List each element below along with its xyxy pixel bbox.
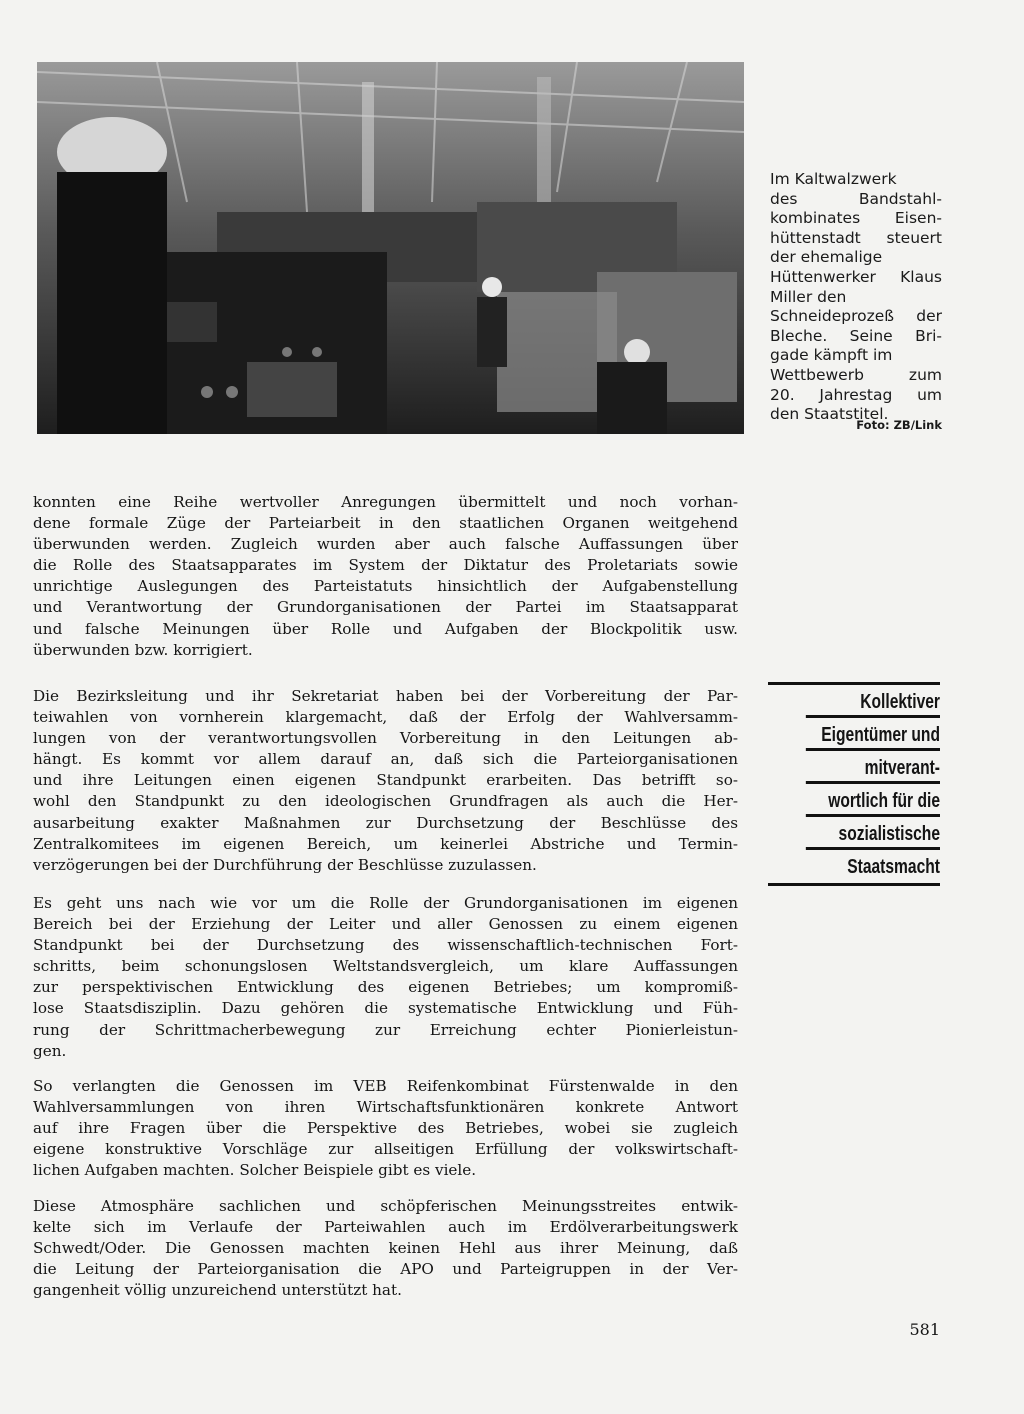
- caption-line: Bleche. Seine Bri-: [770, 326, 942, 345]
- caption-line: 20. Jahrestag um: [770, 385, 942, 404]
- text-line: eigene konstruktive Vorschläge zur allseitigen Erfüllung der volkswirtschaft-: [33, 1140, 738, 1159]
- caption-line: Schneideprozeß der: [770, 307, 942, 326]
- paragraph-3: [33, 893, 738, 1062]
- sidebar-heading-line: Kollektiver: [806, 685, 940, 718]
- text-line: und falsche Meinungen über Rolle und Aufgaben der Blockpolitik usw.: [33, 619, 738, 638]
- text-line: schritts, beim schonungslosen Weltstandsvergleich, um klare Auffassungen: [33, 957, 738, 976]
- text-line: lungen von der verantwortungsvollen Vorbereitung in den Leitungen ab-: [33, 729, 738, 748]
- text-line: Diese Atmosphäre sachlichen und schöpferischen Meinungsstreites entwik-: [33, 1197, 738, 1215]
- text-line: Standpunkt bei der Durchsetzung des wissenschaftlich-technischen Fort-: [33, 936, 738, 955]
- paragraph-2: [33, 686, 738, 876]
- text-line: Zentralkomitees im eigenen Bereich, um keinerlei Abstriche und Termin-: [33, 834, 738, 853]
- page-number: 581: [909, 1320, 940, 1339]
- sidebar-heading-line: Staatsmacht: [847, 856, 940, 878]
- text-line: wohl den Standpunkt zu den ideologischen Grundfragen als auch die Her-: [33, 792, 738, 811]
- photo-credit: Foto: ZB/Link: [856, 418, 942, 432]
- text-line: unrichtige Auslegungen des Parteistatuts hinsichtlich der Aufgabenstellung: [33, 577, 738, 596]
- text-line: rung der Schrittmacherbewegung zur Erreichung echter Pionierleistun-: [33, 1020, 738, 1039]
- caption-line: der ehemalige: [770, 248, 883, 267]
- text-line: überwunden bzw. korrigiert.: [33, 640, 253, 659]
- text-line: Schwedt/Oder. Die Genossen machten keinen Hehl aus ihrer Meinung, daß: [33, 1239, 738, 1258]
- text-line: lichen Aufgaben machten. Solcher Beispiele gibt es viele.: [33, 1161, 477, 1180]
- text-line: zur perspektivischen Entwicklung des eigenen Betriebes; um kompromiß-: [33, 978, 738, 997]
- sidebar-heading-line: Eigentümer und: [806, 718, 940, 751]
- caption-line: Miller den: [770, 287, 847, 306]
- text-line: Es geht uns nach wie vor um die Rolle der Grundorganisationen im eigenen: [33, 894, 738, 912]
- sidebar-heading-line: mitverant-: [806, 751, 940, 784]
- paragraph-4: [33, 1076, 738, 1181]
- caption-line: gade kämpft im: [770, 346, 893, 365]
- factory-photo: [37, 62, 744, 434]
- text-line: gangenheit völlig unzureichend unterstützt hat.: [33, 1281, 402, 1300]
- text-line: und ihre Leitungen einen eigenen Standpunkt erarbeiten. Das betrifft so-: [33, 771, 738, 790]
- text-line: die Rolle des Staatsapparates im System der Diktatur des Proletariats sowie: [33, 556, 738, 575]
- text-line: gen.: [33, 1041, 67, 1060]
- text-line: So verlangten die Genossen im VEB Reifenkombinat Fürstenwalde in den: [33, 1077, 738, 1095]
- sidebar-heading-line: sozialistische: [806, 817, 940, 850]
- text-line: auf ihre Fragen über die Perspektive des Betriebes, wobei sie zugleich: [33, 1119, 738, 1138]
- caption-line: den Staatstitel.: [770, 405, 889, 424]
- caption-line: Hüttenwerker Klaus: [770, 267, 942, 286]
- paragraph-5: [33, 1196, 738, 1301]
- sidebar-heading-line: wortlich für die: [806, 784, 940, 817]
- caption-line: hüttenstadt steuert: [770, 228, 942, 247]
- text-line: und Verantwortung der Grundorganisationen der Partei im Staatsapparat: [33, 598, 738, 617]
- caption-line: Im Kaltwalzwerk: [770, 170, 897, 188]
- text-line: lose Staatsdisziplin. Dazu gehören die systematische Entwicklung und Füh-: [33, 999, 738, 1018]
- paragraph-1: [33, 492, 738, 661]
- text-line: die Leitung der Parteiorganisation die APO und Parteigruppen in der Ver-: [33, 1260, 738, 1279]
- text-line: ausarbeitung exakter Maßnahmen zur Durchsetzung der Beschlüsse des: [33, 813, 738, 832]
- caption-line: des Bandstahl-: [770, 189, 942, 208]
- text-line: Bereich bei der Erziehung der Leiter und aller Genossen zu einem eigenen: [33, 915, 738, 934]
- caption-line: Wettbewerb zum: [770, 365, 942, 384]
- text-line: Wahlversammlungen von ihren Wirtschaftsfunktionären konkrete Antwort: [33, 1098, 738, 1117]
- sidebar-heading: [768, 682, 940, 886]
- text-line: dene formale Züge der Parteiarbeit in den staatlichen Organen weitgehend: [33, 514, 738, 533]
- text-line: teiwahlen von vornherein klargemacht, daß der Erfolg der Wahlversamm-: [33, 708, 738, 727]
- caption-line: kombinates Eisen-: [770, 209, 942, 228]
- photo-caption: [770, 170, 942, 425]
- text-line: überwunden werden. Zugleich wurden aber auch falsche Auffassungen über: [33, 535, 738, 554]
- text-line: konnten eine Reihe wertvoller Anregungen übermittelt und noch vorhan-: [33, 493, 738, 511]
- factory-photo-icon: [37, 62, 744, 434]
- text-line: verzögerungen bei der Durchführung der Beschlüsse zuzulassen.: [33, 855, 537, 874]
- text-line: Die Bezirksleitung und ihr Sekretariat haben bei der Vorbereitung der Par-: [33, 687, 738, 705]
- text-line: kelte sich im Verlaufe der Parteiwahlen auch im Erdölverarbeitungswerk: [33, 1218, 738, 1237]
- text-line: hängt. Es kommt vor allem darauf an, daß sich die Parteiorganisationen: [33, 750, 738, 769]
